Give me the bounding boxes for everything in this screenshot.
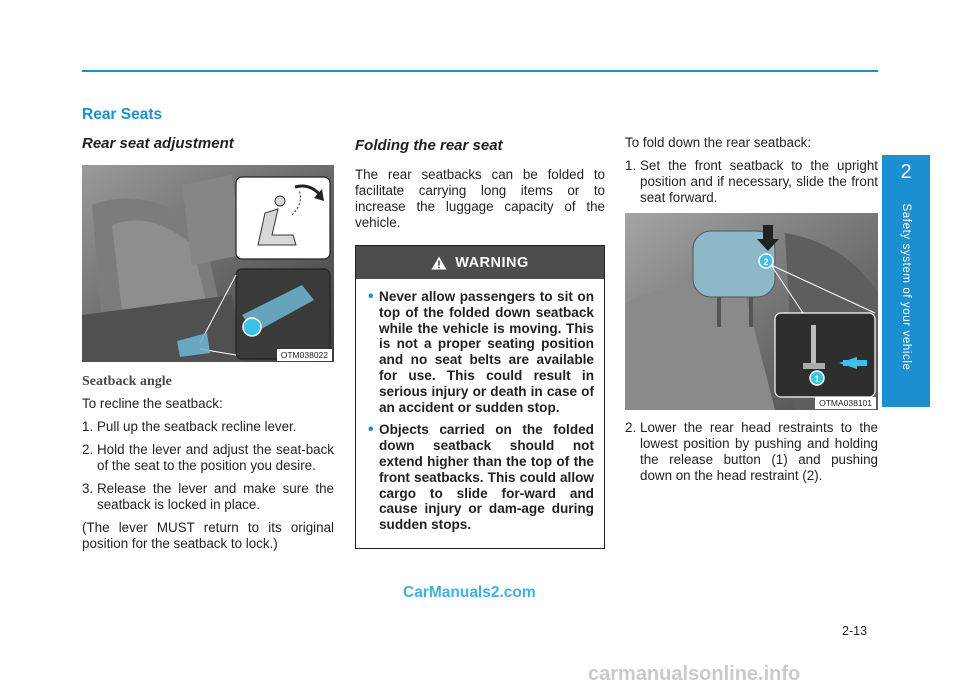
warning-title: WARNING: [455, 254, 529, 271]
list-item: [625, 158, 878, 206]
watermark-text: carmanualsonline.info: [588, 663, 801, 685]
list-item: [82, 442, 334, 474]
chapter-label: Safety system of your vehicle: [900, 203, 912, 371]
list-item: [368, 422, 594, 533]
recline-intro: To recline the seatback:: [82, 396, 223, 411]
bullet-icon: •: [368, 421, 374, 439]
subsection-title-folding: Folding the rear seat: [355, 137, 503, 154]
callout-2: 2: [763, 257, 769, 267]
warning-triangle-icon: [431, 256, 447, 270]
warning-box: [355, 245, 605, 549]
header-rule: [82, 70, 878, 72]
list-item: [625, 420, 878, 484]
warning-list: [356, 279, 604, 548]
warning-header: [356, 246, 604, 279]
lock-note: (The lever MUST return to its original position for the seatback to lock.): [82, 520, 334, 551]
seat-recline-illustration: [82, 165, 334, 362]
step-text: Lower the rear head restraints to the lowest position by pushing and holding the release button (1) and pushing down on the head restraint (2).: [640, 420, 878, 483]
bullet-icon: •: [368, 288, 374, 305]
step-text: Set the front seatback to the upright position and if necessary, slide the front seat forward.: [640, 158, 878, 205]
step-number: 1.: [625, 158, 637, 173]
subsection-title-adjustment: Rear seat adjustment: [82, 135, 234, 152]
list-item: [368, 289, 594, 415]
step-text: Pull up the seatback recline lever.: [97, 419, 297, 434]
right-column: [625, 106, 878, 491]
list-item: [82, 481, 334, 513]
step-number: 1.: [82, 419, 94, 434]
list-item: [82, 419, 334, 435]
section-title: Rear Seats: [82, 106, 163, 123]
head-restraint-figure: [625, 213, 878, 410]
page-number: 2-13: [842, 624, 868, 638]
chapter-number: 2: [900, 161, 912, 183]
step-number: 2.: [82, 442, 94, 457]
folding-intro: The rear seatbacks can be folded to facilitate carrying long items or to increase the luggage capacity of the vehicle.: [355, 167, 605, 230]
left-column: [82, 106, 334, 559]
seat-recline-figure: [82, 165, 334, 362]
seatback-angle-heading: Seatback angle: [82, 374, 172, 389]
step-number: 3.: [82, 481, 94, 496]
figure-code: OTMA038101: [815, 397, 876, 409]
watermark-link[interactable]: CarManuals2.com: [403, 584, 536, 601]
middle-column: [355, 106, 605, 549]
chapter-tab: [882, 155, 930, 407]
warning-text: Objects carried on the folded down seatback should not extend higher than the top of the front seatbacks. This could allow cargo to slide for-ward and cause injury or dam-age during sudden stops.: [379, 422, 594, 533]
warning-text: Never allow passengers to sit on top of the folded down seatback while the vehicle is moving. This is not a proper seating position and no seat belts are available for use. This could result in serious injury or death in case of an accident or sudden stop.: [379, 289, 594, 415]
step-text: Release the lever and make sure the seatback is locked in place.: [97, 481, 334, 512]
fold-intro: To fold down the rear seatback:: [625, 135, 812, 150]
step-text: Hold the lever and adjust the seat-back of the seat to the position you desire.: [97, 442, 334, 473]
step-number: 2.: [625, 420, 637, 435]
callout-1: 1: [814, 374, 820, 384]
head-restraint-illustration: [625, 213, 878, 410]
figure-code: OTM038022: [277, 349, 332, 361]
